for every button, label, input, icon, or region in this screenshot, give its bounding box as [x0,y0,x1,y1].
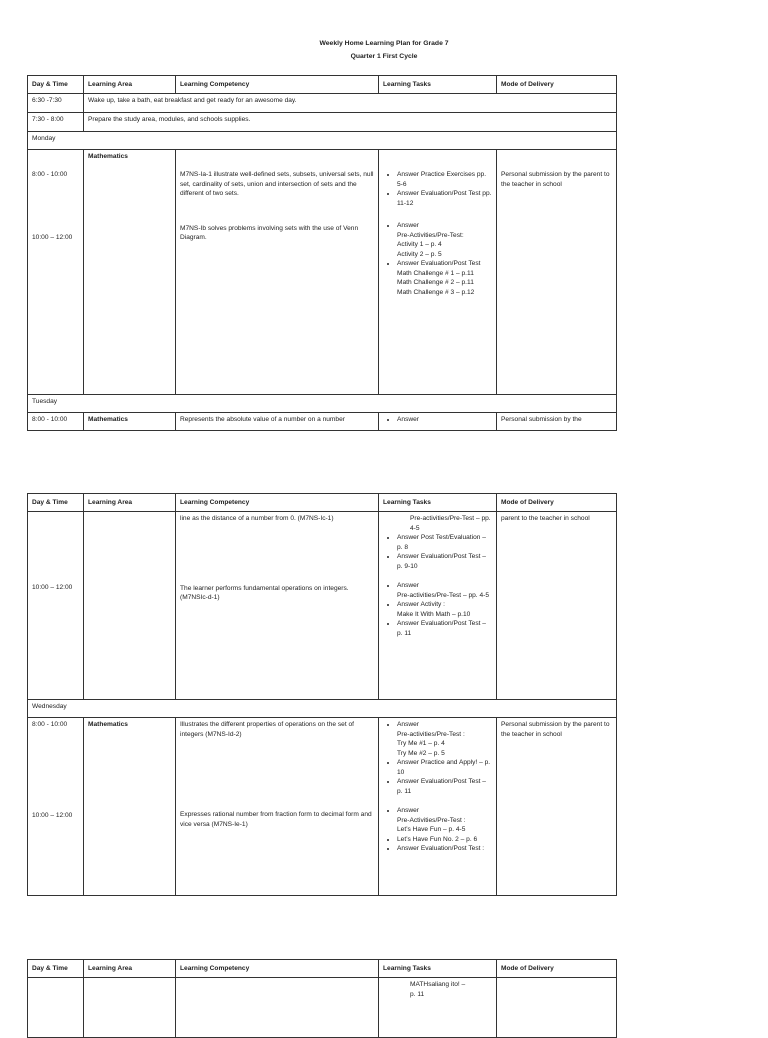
delivery-cell [497,978,617,1038]
header-row [28,76,617,94]
time-cell [28,150,84,395]
time-slot-2: 10:00 – 12:00 [32,584,73,591]
tasks-cell [379,150,497,395]
header-day-time: Day & Time [28,494,84,512]
task-item: • Answer Evaluation/Post Test – p. 11 [397,777,492,796]
task-item: • Answer Evaluation/Post Test Math Challenge # 1 – p.11 Math Challenge # 2 – p.11 Math Challenge # 3 – p.12 [397,259,492,297]
header-learning-tasks: Learning Tasks [379,960,497,978]
header-learning-area: Learning Area [84,494,176,512]
routine-row [28,113,617,132]
task-continued: Pre-activities/Pre-Test – pp. 4-5 [410,515,491,532]
task-item: • Answer Activity : Make It With Math – p.10 [397,600,492,619]
competency-2: The learner performs fundamental operations on integers. (M7NSIc-d-1) [180,584,349,601]
day-label-tuesday: Tuesday [28,395,617,413]
delivery-text: Personal submission by the [497,413,617,431]
routine-text: Prepare the study area, modules, and schools supplies. [84,113,617,132]
tasks-cell [379,718,497,896]
header-mode-of-delivery: Mode of Delivery [497,960,617,978]
competency-2: M7NS-Ib solves problems involving sets with the use of Venn Diagram. [180,224,359,241]
tasks-cell [379,978,497,1038]
competency-1: Represents the absolute value of a number on a number [176,413,379,431]
task-item: • Answer Post Test/Evaluation – p. 8 [397,533,492,552]
document-subtitle: Quarter 1 First Cycle [350,53,418,60]
task-item: • Answer [397,415,492,425]
task-item: • Answer Pre-Activities/Pre-Test: Activity 1 – p. 4 Activity 2 – p. 5 [397,221,492,259]
delivery-cell [497,150,617,395]
day-row [28,132,617,150]
task-list-2 [383,581,492,638]
time-slot-2: 10:00 – 12:00 [32,233,73,241]
header-learning-competency: Learning Competency [176,960,379,978]
time-slot-1: 8:00 - 10:00 [32,721,68,728]
routine-row [28,94,617,113]
task-item: • Answer Practice Exercises pp. 5-6 [397,170,492,189]
delivery-text: Personal submission by the parent to the teacher in school [501,171,610,188]
day-label-monday: Monday [28,132,617,150]
header-day-time: Day & Time [28,76,84,94]
schedule-row [28,978,617,1038]
schedule-row [28,718,617,896]
learning-area: Mathematics [84,718,176,896]
task-item: • Answer Evaluation/Post Test : [397,844,492,854]
header-learning-area: Learning Area [84,76,176,94]
day-row [28,700,617,718]
delivery-text: parent to the teacher in school [497,512,617,700]
task-list [383,415,492,425]
task-item: • Answer Practice and Apply! – p. 10 [397,758,492,777]
plan-table-3 [27,959,617,1038]
competency-cell [176,150,379,395]
learning-area [84,512,176,700]
competency-1: M7NS-Ia-1 illustrate well-defined sets, subsets, universal sets, null set, cardinality of sets, union and intersection of sets and the different of two sets. [180,171,374,197]
day-row [28,395,617,413]
time-cell [28,978,84,1038]
competency-2: Expresses rational number from fraction form to decimal form and vice versa (M7NS-Ie-1) [180,811,372,828]
competency-cell [176,718,379,896]
plan-table-1 [27,75,617,431]
task-item: • Answer Pre-activities/Pre-Test : Try Me #1 – p. 4 Try Me #2 – p. 5 [397,720,492,758]
task-list-2 [383,806,492,854]
task-list-1 [383,170,492,208]
task-item: • Answer Pre-Activities/Pre-Test : Let’s Have Fun – p. 4-5 [397,806,492,835]
document-title: Weekly Home Learning Plan for Grade 7 [319,40,449,47]
header-learning-tasks: Learning Tasks [379,76,497,94]
header-learning-competency: Learning Competency [176,494,379,512]
schedule-row [28,413,617,431]
header-day-time: Day & Time [28,960,84,978]
time-slot-1: 8:00 - 10:00 [28,413,84,431]
routine-time: 6:30 -7:30 [28,94,84,113]
competency-1: Illustrates the different properties of operations on the set of integers (M7NS-Id-2) [180,721,354,738]
competency-1-continued: line as the distance of a number from 0. (M7NS-Ic-1) [180,515,334,522]
tasks-cell [379,413,497,431]
routine-time: 7:30 - 8:00 [28,113,84,132]
time-slot-2: 10:00 – 12:00 [32,811,73,819]
header-learning-competency: Learning Competency [176,76,379,94]
tasks-cell [379,512,497,700]
task-item: • Answer Evaluation/Post Test – p. 9-10 [397,552,492,571]
header-row [28,494,617,512]
day-label-wednesday: Wednesday [28,700,617,718]
competency-cell [176,978,379,1038]
task-item: • Let’s Have Fun No. 2 – p. 6 [397,835,492,845]
task-item: • Answer Evaluation/Post Test pp. 11-12 [397,189,492,208]
learning-area [84,978,176,1038]
header-row [28,960,617,978]
routine-text: Wake up, take a bath, eat breakfast and get ready for an awesome day. [84,94,617,113]
task-item: • Answer Pre-activities/Pre-Test – pp. 4-5 [397,581,492,600]
learning-area: Mathematics [84,413,176,431]
competency-cell [176,512,379,700]
time-slot-1: 8:00 - 10:00 [32,171,68,178]
task-list-1 [383,533,492,571]
time-cell [28,718,84,896]
header-learning-area: Learning Area [84,960,176,978]
schedule-row [28,150,617,395]
time-cell [28,512,84,700]
plan-table-2 [27,493,617,896]
header-learning-tasks: Learning Tasks [379,494,497,512]
task-continued: MATHsaliang ito! – p. 11 [410,981,466,998]
schedule-row [28,512,617,700]
header-mode-of-delivery: Mode of Delivery [497,494,617,512]
task-list-2 [383,221,492,297]
task-item: • Answer Evaluation/Post Test – p. 11 [397,619,492,638]
learning-area: Mathematics [84,150,176,395]
delivery-text: Personal submission by the parent to the teacher in school [497,718,617,896]
task-list-1 [383,720,492,796]
header-mode-of-delivery: Mode of Delivery [497,76,617,94]
